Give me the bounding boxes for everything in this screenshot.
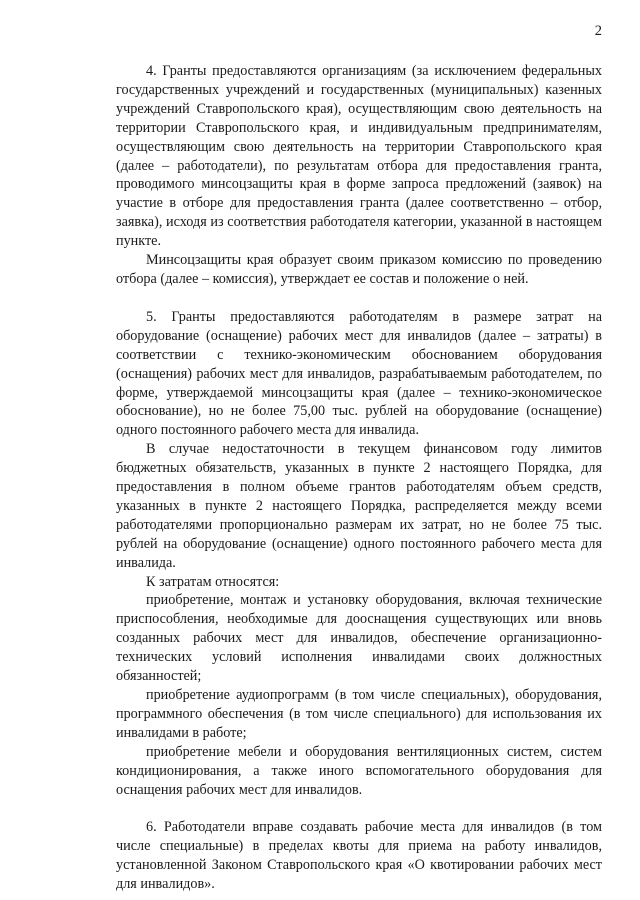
paragraph-4: 4. Гранты предоставляются организациям (за исключением федеральных государственных учреждений и государственных (муниципальных) казенных учреждений Ставропольского края), осуществляющим свою деятельность на территории Ставропольского края, и индивидуальным предпринимателям, осуществляющим свою деятельность на территории Ставропольского края (далее – работодатели), по результатам отбора для предоставления гранта, проводимого минсоцзащиты края в форме запроса предложений (заявок) на участие в отборе для предоставления гранта (далее соответственно – отбор, заявка), исходя из соответствия работодателя категории, указанной в настоящем пункте.	[116, 63, 602, 250]
paragraph-cost-furniture: приобретение мебели и оборудования вентиляционных систем, систем кондиционирования, а также иного вспомогательного оборудования для оснащения рабочих мест для инвалидов.	[116, 743, 602, 798]
paragraph-6: 6. Работодатели вправе создавать рабочие места для инвалидов (в том числе специальные) в пределах квоты для приема на работу инвалидов, установленной Законом Ставропольского края «О квотировании рабочих мест для инвалидов».	[116, 819, 602, 893]
paragraph-commission: Минсоцзащиты края образует своим приказом комиссию по проведению отбора (далее – комиссия), утверждает ее состав и положение о ней.	[116, 252, 602, 287]
paragraph-insufficient-funds: В случае недостаточности в текущем финансовом году лимитов бюджетных обязательств, указанных в пункте 2 настоящего Порядка, для предоставления в полном объеме грантов работодателям объем средств, указанных в пункте 2 настоящего Порядка, распределяется между всеми работодателями пропорционально размерам их затрат, но не более 75 тыс. рублей на оборудование (оснащение) одного постоянного рабочего места для инвалида.	[116, 441, 602, 571]
paragraph-5: 5. Гранты предоставляются работодателям в размере затрат на оборудование (оснащение) рабочих мест для инвалидов (далее – затраты) в соответствии с технико-экономическим обоснованием оборудования (оснащения) рабочих мест для инвалидов, разрабатываемым работодателем, по форме, утверждаемой минсоцзащиты края (далее – технико-экономическое обоснование), но не более 75,00 тыс. рублей на оборудование (оснащение) одного постоянного рабочего места для инвалида.	[116, 308, 602, 439]
paragraph-cost-software: приобретение аудиопрограмм (в том числе специальных), оборудования, программного обеспечения (в том числе специального) для использования их инвалидами в работе;	[116, 687, 602, 741]
paragraph-cost-equipment: приобретение, монтаж и установку оборудования, включая технические приспособления, необходимые для дооснащения существующих или вновь созданных рабочих мест для инвалидов, обеспечение организационно-технических условий исполнения инвалидами своих должностных обязанностей;	[116, 592, 602, 685]
page-number: 2	[594, 23, 602, 39]
section-gap	[116, 799, 602, 818]
paragraph-costs-intro: К затратам относятся:	[146, 573, 280, 590]
section-gap	[116, 289, 602, 308]
document-body	[116, 62, 602, 894]
